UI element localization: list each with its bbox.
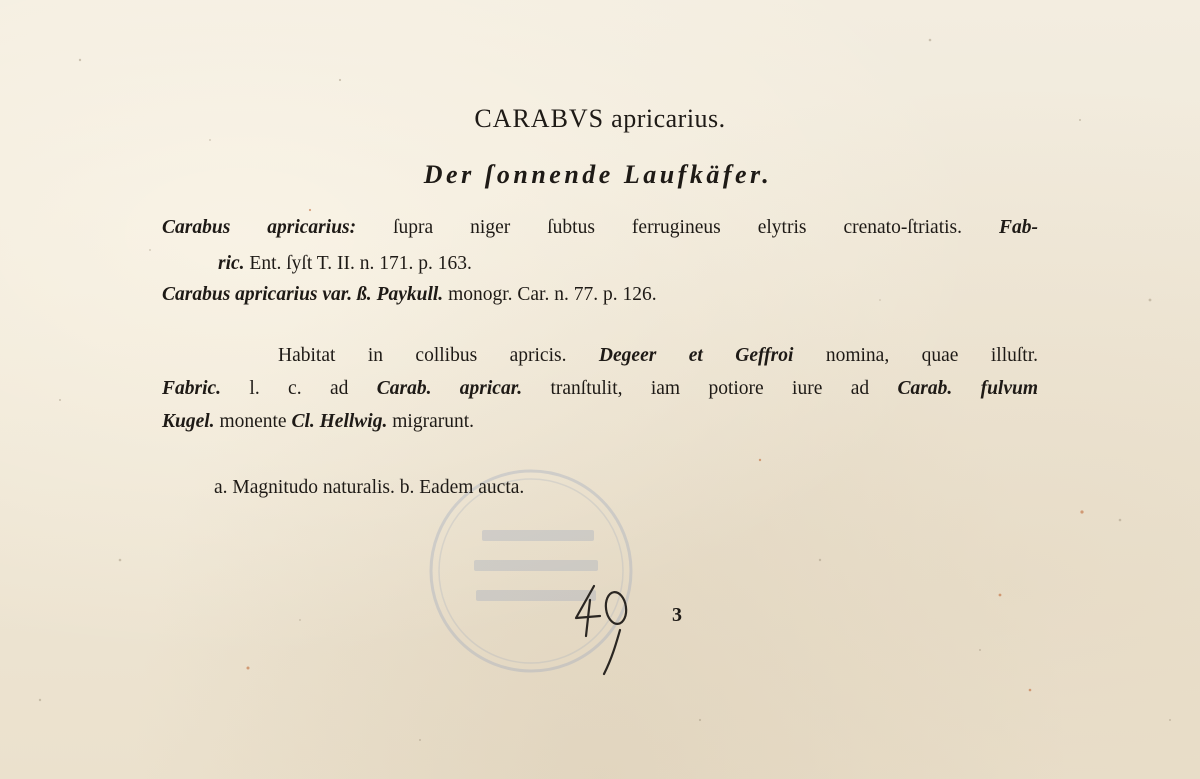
author-names: Cl. Hellwig. bbox=[291, 411, 388, 432]
habitat-text: Habitat in collibus apricis. bbox=[278, 345, 567, 366]
page-title bbox=[0, 104, 1200, 134]
reference-text: monogr. Car. n. 77. p. 126. bbox=[448, 284, 657, 305]
habitat-text: migrarunt. bbox=[392, 411, 475, 432]
author-names: Degeer et Geffroi bbox=[598, 345, 794, 366]
habitat-text: tranſtulit, iam potiore iure ad bbox=[550, 378, 870, 399]
species-name: Carabus apricarius var. ß. bbox=[162, 284, 372, 305]
habitat-line-1 bbox=[278, 345, 1038, 367]
author-abbrev: Paykull. bbox=[376, 284, 444, 305]
title-genus: CARABVS bbox=[474, 104, 605, 133]
species-description: ſupra niger ſubtus ferrugineus elytris crenato-ſtriatis. bbox=[393, 217, 963, 238]
synonymy-line-3 bbox=[162, 284, 657, 306]
habitat-text: l. c. ad bbox=[249, 378, 349, 399]
synonymy-line-2 bbox=[218, 253, 472, 275]
habitat-line-2 bbox=[162, 378, 1038, 400]
habitat-line-3 bbox=[162, 411, 474, 433]
reference-text: Ent. ſyſt T. II. n. 171. p. 163. bbox=[249, 253, 472, 274]
author-abbrev: Fab- bbox=[999, 217, 1039, 238]
species-name: Carab. fulvum bbox=[897, 378, 1039, 399]
author-abbrev: ric. bbox=[218, 253, 245, 274]
habitat-text: monente bbox=[219, 411, 287, 432]
author-abbrev: Fabric. bbox=[162, 378, 222, 399]
figure-caption: a. Magnitudo naturalis. b. Eadem aucta. bbox=[214, 477, 525, 498]
author-abbrev: Kugel. bbox=[162, 411, 215, 432]
title-species: apricarius. bbox=[611, 104, 726, 133]
habitat-text: nomina, quae illuſtr. bbox=[825, 345, 1039, 366]
species-name: Carabus apricarius: bbox=[162, 217, 357, 238]
synonymy-line-1 bbox=[162, 217, 1038, 239]
page-number: 3 bbox=[672, 604, 682, 626]
species-name: Carab. apricar. bbox=[376, 378, 523, 399]
page-subtitle: Der ſonnende Laufkäfer. bbox=[423, 160, 773, 189]
handwritten-shelf-number bbox=[560, 578, 640, 678]
